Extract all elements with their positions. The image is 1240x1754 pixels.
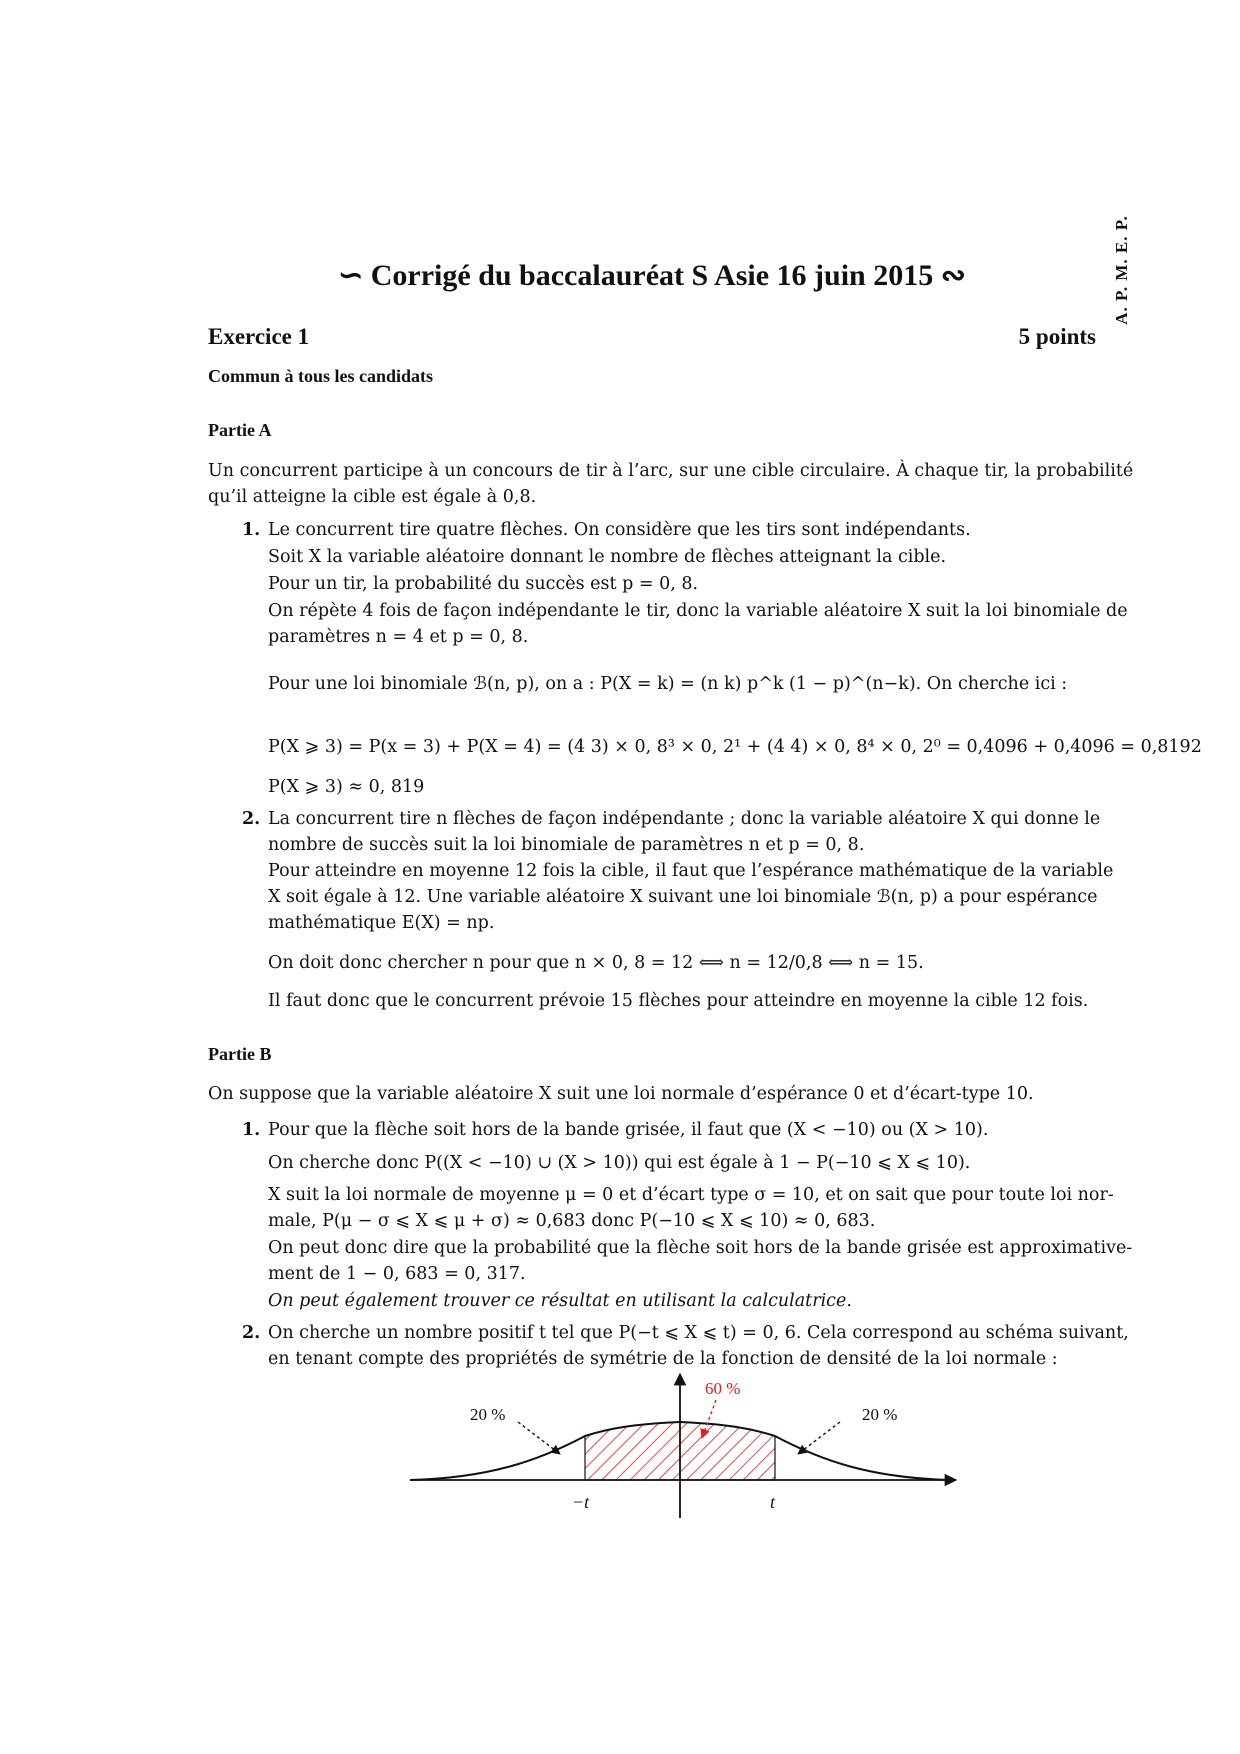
right-tail-arrow xyxy=(798,1422,840,1454)
question-number: 1. xyxy=(242,1120,261,1140)
left-tail-arrow xyxy=(518,1422,560,1454)
exercise-header xyxy=(208,324,1096,350)
partB-q1-remark: On peut également trouver ce résultat en utilisant la calculatrice. xyxy=(268,1291,852,1311)
question-number: 2. xyxy=(242,1323,261,1343)
probability-result: P(X ⩾ 3) ≈ 0, 819 xyxy=(268,777,425,797)
side-label: A. P. M. E. P. xyxy=(1112,215,1131,325)
partB-q1-line: X suit la loi normale de moyenne μ = 0 et d’écart type σ = 10, et on sait que pour toute loi nor- xyxy=(268,1185,1114,1205)
partB-q2-line: On cherche un nombre positif t tel que P(−t ⩽ X ⩽ t) = 0, 6. Cela correspond au schéma suivant, xyxy=(268,1323,1129,1343)
partA-q2-line: Il faut donc que le concurrent prévoie 15 flèches pour atteindre en moyenne la cible 12 fois. xyxy=(268,991,1089,1011)
question-number: 2. xyxy=(242,809,261,829)
partB-intro: On suppose que la variable aléatoire X suit une loi normale d’espérance 0 et d’écart-type 10. xyxy=(208,1084,1034,1104)
partA-intro-line: qu’il atteigne la cible est égale à 0,8. xyxy=(208,487,537,507)
partB-q1-line: On peut donc dire que la probabilité que la flèche soit hors de la bande grisée est approximative- xyxy=(268,1238,1133,1258)
tick-minus-t: −t xyxy=(572,1492,590,1512)
partA-q2-line: Pour atteindre en moyenne 12 fois la cible, il faut que l’espérance mathématique de la variable xyxy=(268,861,1114,881)
partB-q2-line: en tenant compte des propriétés de symétrie de la fonction de densité de la loi normale : xyxy=(268,1349,1058,1369)
partA-intro-line: Un concurrent participe à un concours de tir à l’arc, sur une cible circulaire. À chaque tir, la probabilité xyxy=(208,461,1134,481)
partA-heading: Partie A xyxy=(208,420,272,440)
equation-line: On doit donc chercher n pour que n × 0, 8 = 12 ⟺ n = 12/0,8 ⟺ n = 15. xyxy=(268,953,924,973)
probability-computation: P(X ⩾ 3) = P(x = 3) + P(X = 4) = (4 3) × 0, 8³ × 0, 2¹ + (4 4) × 0, 8⁴ × 0, 2⁰ = 0,4096 + 0,4096 = 0,8192 xyxy=(268,737,1202,757)
binomial-formula: Pour une loi binomiale ℬ(n, p), on a : P(X = k) = (n k) p^k (1 − p)^(n−k). On cherche ici : xyxy=(268,674,1068,694)
partA-q1-line: On répète 4 fois de façon indépendante le tir, donc la variable aléatoire X suit la loi binomiale de xyxy=(268,601,1128,621)
partB-q1-line: ment de 1 − 0, 683 = 0, 317. xyxy=(268,1264,526,1284)
partA-q2-line: mathématique E(X) = np. xyxy=(268,913,495,933)
page-title: ∽ Corrigé du baccalauréat S Asie 16 juin 2015 ∾ xyxy=(338,259,966,292)
partB-q1-line: On cherche donc P((X < −10) ∪ (X > 10)) qui est égale à 1 − P(−10 ⩽ X ⩽ 10). xyxy=(268,1153,971,1173)
partB-heading: Partie B xyxy=(208,1044,272,1064)
label-left-tail: 20 % xyxy=(470,1405,506,1424)
exercise-label: Exercice 1 xyxy=(208,324,310,349)
partA-q1-line: Le concurrent tire quatre flèches. On considère que les tirs sont indépendants. xyxy=(268,520,971,540)
partA-q1-line: Pour un tir, la probabilité du succès est p = 0, 8. xyxy=(268,574,699,594)
partA-q1-line: Soit X la variable aléatoire donnant le nombre de flèches atteignant la cible. xyxy=(268,547,947,567)
partB-q1-line: Pour que la flèche soit hors de la bande grisée, il faut que (X < −10) ou (X > 10). xyxy=(268,1120,989,1140)
partB-q1-line: male, P(μ − σ ⩽ X ⩽ μ + σ) ≈ 0,683 donc P(−10 ⩽ X ⩽ 10) ≈ 0, 683. xyxy=(268,1211,876,1231)
label-right-tail: 20 % xyxy=(862,1405,898,1424)
tick-t: t xyxy=(770,1492,776,1512)
partA-q1-line: paramètres n = 4 et p = 0, 8. xyxy=(268,627,529,647)
normal-distribution-figure xyxy=(400,1370,960,1526)
label-center: 60 % xyxy=(705,1379,741,1398)
partA-q2-line: X soit égale à 12. Une variable aléatoire X suivant une loi binomiale ℬ(n, p) a pour espérance xyxy=(268,887,1098,907)
exercise-points: 5 points xyxy=(1018,324,1096,349)
partA-q2-line: nombre de succès suit la loi binomiale de paramètres n et p = 0, 8. xyxy=(268,835,865,855)
question-number: 1. xyxy=(242,520,261,540)
exercise-audience: Commun à tous les candidats xyxy=(208,366,434,386)
partA-q2-line: La concurrent tire n flèches de façon indépendante ; donc la variable aléatoire X qui donne le xyxy=(268,809,1101,829)
